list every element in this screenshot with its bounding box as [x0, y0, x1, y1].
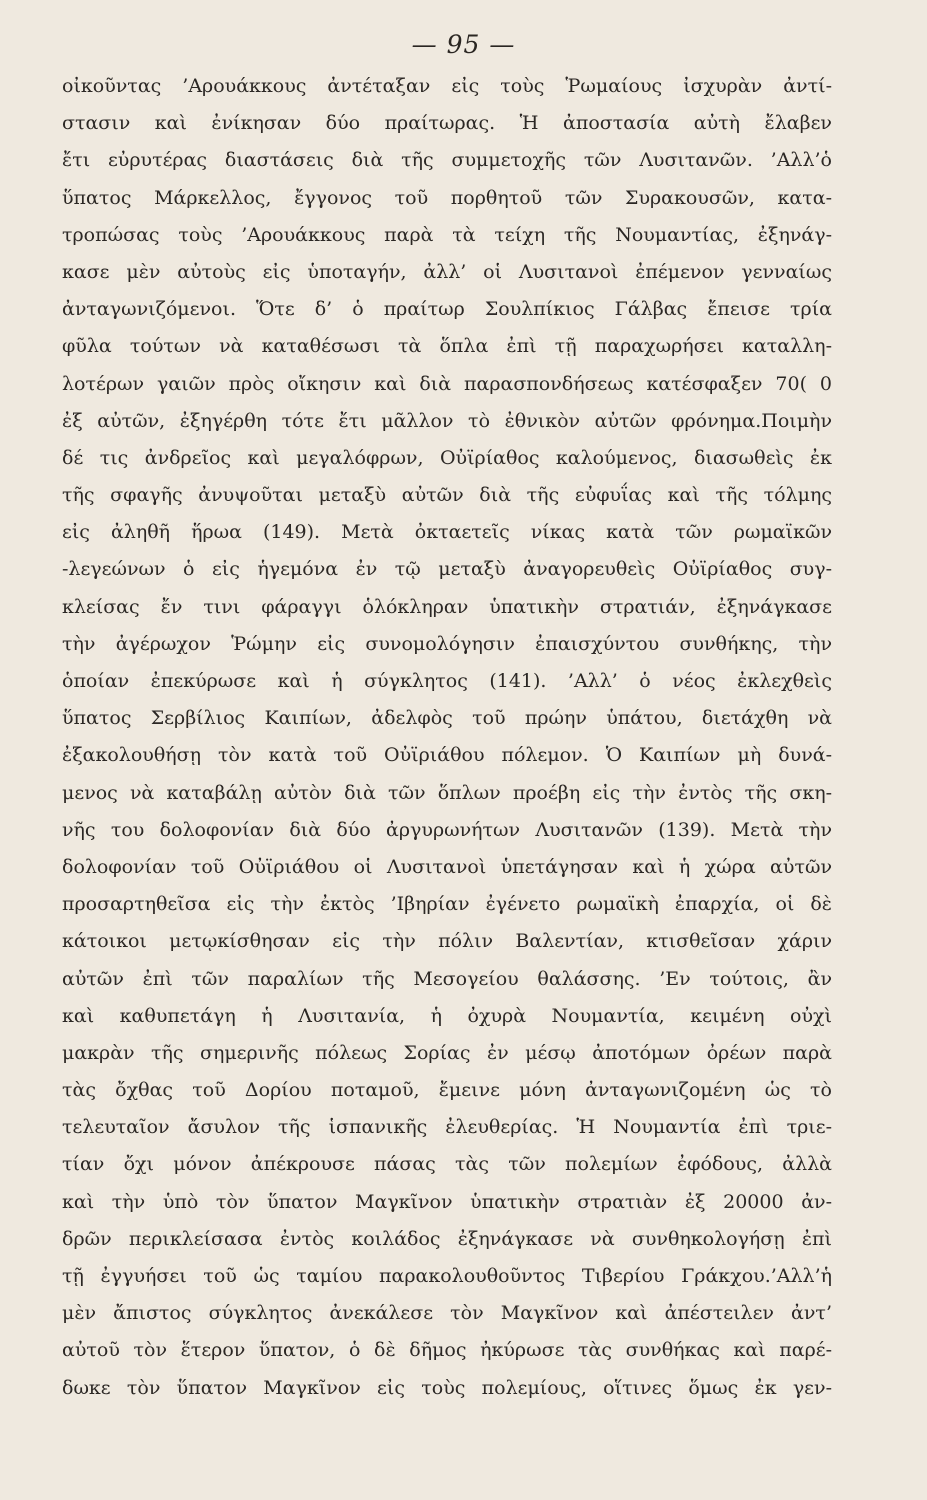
text-line: μακρὰν τῆς σημερινῆς πόλεως Σορίας ἐν μέσῳ ἀποτόμων ὀρέων παρὰ	[62, 1041, 832, 1064]
text-line: καὶ τὴν ὑπὸ τὸν ὕπατον Μαγκῖνον ὑπατικὴν στρατιὰν ἐξ 20000 ἀν-	[62, 1190, 832, 1213]
text-line: δολοφονίαν τοῦ Οὐϊριάθου οἱ Λυσιτανοὶ ὑπετάγησαν καὶ ἡ χώρα αὐτῶν	[62, 855, 832, 878]
text-line: τελευταῖον ἄσυλον τῆς ἱσπανικῆς ἐλευθερίας. Ἡ Νουμαντία ἐπὶ τριε-	[62, 1116, 832, 1139]
text-line: κάτοικοι μετῳκίσθησαν εἰς τὴν πόλιν Βαλεντίαν, κτισθεῖσαν χάριν	[62, 930, 832, 953]
text-line: τὰς ὄχθας τοῦ Δορίου ποταμοῦ, ἔμεινε μόνη ἀνταγωνιζομένη ὡς τὸ	[62, 1079, 832, 1102]
text-line: ὕπατος Μάρκελλος, ἔγγονος τοῦ πορθητοῦ τῶν Συρακουσῶν, κατα-	[62, 186, 832, 209]
page-number: — 95 —	[411, 30, 516, 59]
text-line: νῆς του δολοφονίαν διὰ δύο ἀργυρωνήτων Λυσιτανῶν (139). Μετὰ τὴν	[62, 818, 832, 841]
text-line: εἰς ἀληθῆ ἥρωα (149). Μετὰ ὀκταετεῖς νίκας κατὰ τῶν ρωμαϊκῶν	[62, 521, 832, 544]
text-line: προσαρτηθεῖσα εἰς τὴν ἐκτὸς ’Ιβηρίαν ἐγένετο ρωμαϊκὴ ἐπαρχία, οἱ δὲ	[62, 893, 832, 916]
text-line: τροπώσας τοὺς ’Αρουάκκους παρὰ τὰ τείχη τῆς Νουμαντίας, ἐξηνάγ-	[62, 223, 832, 246]
text-line: ἔτι εὐρυτέρας διαστάσεις διὰ τῆς συμμετοχῆς τῶν Λυσιτανῶν. ’Αλλ’ὁ	[62, 149, 832, 172]
text-line: δωκε τὸν ὕπατον Μαγκῖνον εἰς τοὺς πολεμίους, οἵτινες ὅμως ἐκ γεν-	[62, 1376, 832, 1399]
text-line: καὶ καθυπετάγη ἡ Λυσιτανία, ἡ ὀχυρὰ Νουμαντία, κειμένη οὐχὶ	[62, 1004, 832, 1027]
text-line: αὐτοῦ τὸν ἕτερον ὕπατον, ὁ δὲ δῆμος ἠκύρωσε τὰς συνθήκας καὶ παρέ-	[62, 1339, 832, 1362]
text-line: λοτέρων γαιῶν πρὸς οἴκησιν καὶ διὰ παρασπονδήσεως κατέσφαξεν 70( 0	[62, 372, 832, 395]
text-line: ἀνταγωνιζόμενοι. Ὅτε δ’ ὁ πραίτωρ Σουλπίκιος Γάλβας ἔπεισε τρία	[62, 298, 832, 321]
text-line: ὕπατος Σερβίλιος Καιπίων, ἀδελφὸς τοῦ πρώην ὑπάτου, διετάχθη νὰ	[62, 707, 832, 730]
text-line: δρῶν περικλείσασα ἐντὸς κοιλάδος ἐξηνάγκασε νὰ συνθηκολογήσῃ ἐπὶ	[62, 1227, 832, 1250]
text-line: μὲν ἄπιστος σύγκλητος ἀνεκάλεσε τὸν Μαγκῖνον καὶ ἀπέστειλεν ἀντ’	[62, 1302, 832, 1325]
text-line: -λεγεώνων ὁ εἰς ἡγεμόνα ἐν τῷ μεταξὺ ἀναγορευθεὶς Οὐϊρίαθος συγ-	[62, 558, 832, 581]
body-text	[62, 68, 832, 1407]
text-line: φῦλα τούτων νὰ καταθέσωσι τὰ ὅπλα ἐπὶ τῇ παραχωρήσει καταλλη-	[62, 335, 832, 358]
text-line: τῆς σφαγῆς ἀνυψοῦται μεταξὺ αὐτῶν διὰ τῆς εὐφυΐας καὶ τῆς τόλμης	[62, 484, 832, 507]
text-line: κλείσας ἔν τινι φάραγγι ὁλόκληραν ὑπατικὴν στρατιάν, ἐξηνάγκασε	[62, 595, 832, 618]
text-line: αὐτῶν ἐπὶ τῶν παραλίων τῆς Μεσογείου θαλάσσης. ’Εν τούτοις, ἂν	[62, 967, 832, 990]
text-line: μενος νὰ καταβάλῃ αὐτὸν διὰ τῶν ὅπλων προέβη εἰς τὴν ἐντὸς τῆς σκη-	[62, 781, 832, 804]
text-line: ἐξακολουθήσῃ τὸν κατὰ τοῦ Οὐϊριάθου πόλεμον. Ὁ Καιπίων μὴ δυνά-	[62, 744, 832, 767]
text-line: ἐξ αὐτῶν, ἐξηγέρθη τότε ἔτι μᾶλλον τὸ ἐθνικὸν αὐτῶν φρόνημα.Ποιμὴν	[62, 409, 832, 432]
text-line: ὁποίαν ἐπεκύρωσε καὶ ἡ σύγκλητος (141). ’Αλλ’ ὁ νέος ἐκλεχθεὶς	[62, 670, 832, 692]
text-line: δέ τις ἀνδρεῖος καὶ μεγαλόφρων, Οὐϊρίαθος καλούμενος, διασωθεὶς ἐκ	[62, 446, 832, 469]
text-line: τῇ ἐγγυήσει τοῦ ὡς ταμίου παρακολουθοῦντος Τιβερίου Γράκχου.’Αλλ’ἡ	[62, 1265, 832, 1287]
text-line: κασε μὲν αὐτοὺς εἰς ὑποταγήν, ἀλλ’ οἱ Λυσιτανοὶ ἐπέμενον γενναίως	[62, 260, 832, 283]
text-line: τίαν ὄχι μόνον ἀπέκρουσε πάσας τὰς τῶν πολεμίων ἐφόδους, ἀλλὰ	[62, 1153, 832, 1176]
text-line: στασιν καὶ ἐνίκησαν δύο πραίτωρας. Ἡ ἀποστασία αὐτὴ ἔλαβεν	[62, 112, 832, 135]
text-line: τὴν ἀγέρωχον Ῥώμην εἰς συνομολόγησιν ἐπαισχύντου συνθήκης, τὴν	[62, 632, 832, 655]
text-line: οἰκοῦντας ’Αρουάκκους ἀντέταξαν εἰς τοὺς Ῥωμαίους ἰσχυρὰν ἀντί-	[62, 75, 832, 97]
